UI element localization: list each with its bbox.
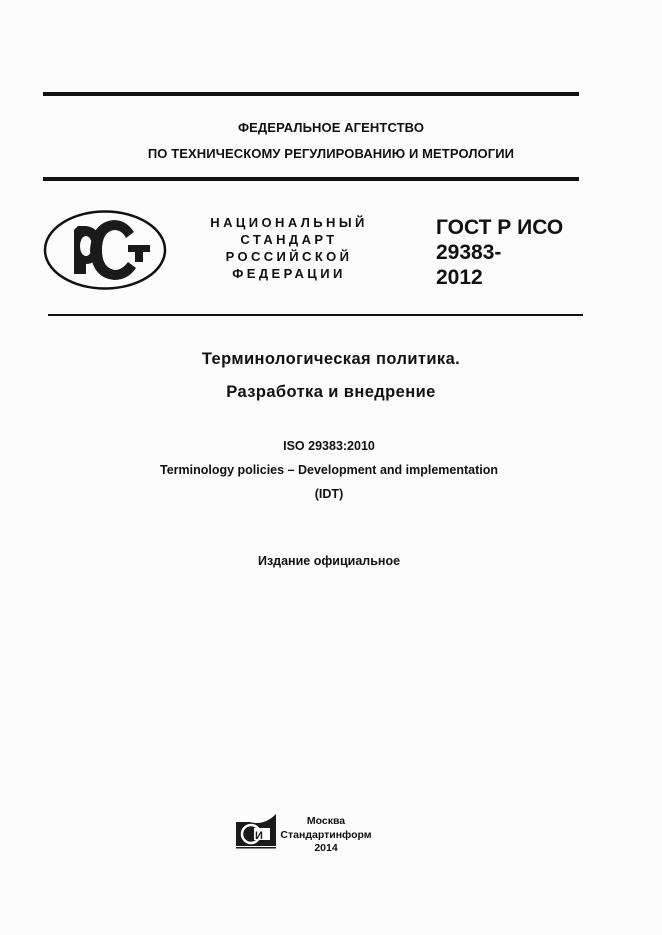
- national-line-4: ФЕДЕРАЦИИ: [232, 266, 346, 281]
- national-line-1: НАЦИОНАЛЬНЫЙ: [210, 215, 368, 230]
- standard-designation: [436, 215, 563, 290]
- rst-gost-logo-icon: [42, 208, 168, 292]
- iso-equivalence: (IDT): [314, 487, 344, 501]
- top-rule: [43, 92, 579, 96]
- iso-english-title: Terminology policies – Development and implementation: [159, 463, 499, 477]
- document-title-line-2: Разработка и внедрение: [226, 383, 436, 401]
- publication-year: 2014: [314, 842, 338, 854]
- national-line-2: СТАНДАРТ: [240, 232, 338, 247]
- publisher-city: Москва: [306, 815, 346, 827]
- designation-line-2: 29383-: [436, 241, 502, 264]
- agency-line-1: ФЕДЕРАЛЬНОЕ АГЕНТСТВО: [237, 120, 425, 135]
- edition-label: Издание официальное: [257, 554, 401, 568]
- header-bottom-rule: [43, 177, 579, 181]
- standard-block-rule: [48, 314, 583, 316]
- publisher-info: [276, 815, 376, 856]
- national-standard-label: [200, 214, 378, 282]
- svg-text:И: И: [255, 830, 263, 842]
- standartinform-logo-icon: [234, 814, 278, 850]
- designation-line-3: 2012: [436, 266, 483, 289]
- document-title-line-1: Терминологическая политика.: [201, 350, 461, 368]
- national-line-3: РОССИЙСКОЙ: [225, 249, 353, 264]
- publisher-name: Стандартинформ: [280, 828, 372, 841]
- designation-line-1: ГОСТ Р ИСО: [436, 216, 564, 239]
- agency-line-2: ПО ТЕХНИЧЕСКОМУ РЕГУЛИРОВАНИЮ И МЕТРОЛОГИИ: [147, 146, 515, 161]
- iso-number: ISO 29383:2010: [283, 439, 375, 453]
